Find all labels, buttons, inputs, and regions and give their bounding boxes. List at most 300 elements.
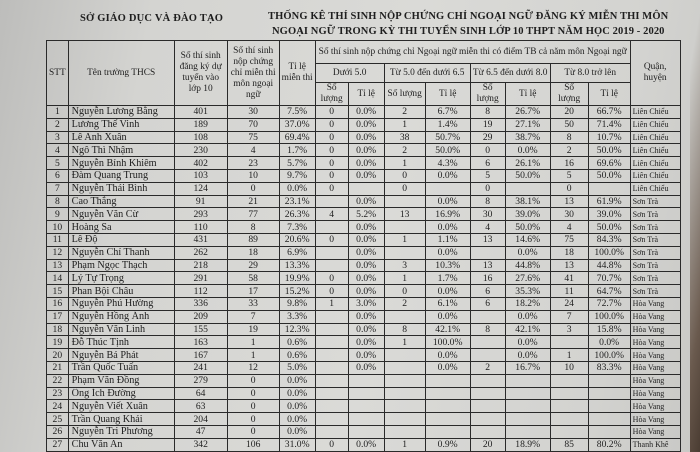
band-count-cell: 8 [470, 195, 505, 208]
band-rate-cell: 44.8% [588, 259, 630, 272]
band-count-cell: 38 [384, 131, 425, 144]
exempt-rate-cell: 15.2% [279, 285, 315, 298]
exempt-rate-cell: 3.3% [279, 310, 315, 323]
registered-cell: 431 [174, 233, 227, 246]
registered-cell: 91 [174, 195, 227, 208]
stt-cell: 8 [47, 195, 69, 208]
band-rate-cell [588, 400, 630, 413]
band-count-cell: 8 [470, 106, 505, 119]
band-count-cell: 75 [550, 233, 588, 246]
band-count-cell [315, 374, 348, 387]
band-count-cell: 2 [550, 144, 588, 157]
band-count-cell: 18 [550, 246, 588, 259]
band-count-cell: 13 [550, 195, 588, 208]
submitted-cell: 33 [227, 297, 279, 310]
band-rate-cell: 50.0% [588, 169, 630, 182]
school-name-cell: Nguyễn Thái Bình [68, 182, 174, 195]
band-count-cell: 20 [470, 438, 505, 451]
band-rate-cell: 83.3% [588, 361, 630, 374]
submitted-cell: 21 [227, 195, 279, 208]
stt-cell: 26 [47, 425, 69, 438]
submitted-cell: 4 [227, 144, 279, 157]
band-count-cell: 16 [470, 272, 505, 285]
band-rate-cell: 42.1% [505, 323, 550, 336]
band-rate-cell: 0.0% [348, 336, 384, 349]
band-count-cell: 1 [550, 349, 588, 362]
band-rate-cell: 0.0% [348, 272, 384, 285]
band-rate-cell: 50.7% [425, 131, 470, 144]
table-row [47, 438, 681, 451]
band-rate-cell [348, 387, 384, 400]
band-rate-cell: 70.7% [588, 272, 630, 285]
band-rate-cell: 66.7% [588, 106, 630, 119]
school-name-cell: Nguyễn Lương Bằng [68, 106, 174, 119]
table-row [47, 131, 681, 144]
band-rate-cell [348, 400, 384, 413]
registered-cell: 342 [174, 438, 227, 451]
band-rate-cell: 0.0% [425, 221, 470, 234]
band-rate-cell [505, 387, 550, 400]
band-rate-cell: 26.1% [505, 157, 550, 170]
band-rate-cell [505, 400, 550, 413]
submitted-cell: 106 [227, 438, 279, 451]
band-rate-cell: 3.0% [348, 297, 384, 310]
band-rate-cell: 100.0% [425, 336, 470, 349]
band-rate-cell: 64.7% [588, 285, 630, 298]
header-registered: Số thí sinh đăng ký dự tuyển vào lớp 10 [174, 41, 227, 106]
band-rate-cell: 26.7% [505, 106, 550, 119]
band-count-cell: 8 [550, 131, 588, 144]
exempt-rate-cell: 26.3% [279, 208, 315, 221]
band-rate-cell: 100.0% [588, 349, 630, 362]
exempt-rate-cell: 0.0% [279, 413, 315, 426]
district-cell: Hòa Vang [630, 374, 680, 387]
school-name-cell: Lý Tự Trọng [68, 272, 174, 285]
stt-cell: 21 [47, 361, 69, 374]
band-count-cell [315, 425, 348, 438]
table-row [47, 361, 681, 374]
school-name-cell: Cao Thắng [68, 195, 174, 208]
registered-cell: 218 [174, 259, 227, 272]
band-count-cell [315, 246, 348, 259]
band-count-cell [550, 400, 588, 413]
header-score-group: Số thí sinh nộp chứng chỉ Ngoại ngữ miễn thi có điểm TB cả năm môn Ngoại ngữ [315, 41, 630, 64]
registered-cell: 167 [174, 349, 227, 362]
stt-cell: 1 [47, 106, 69, 119]
band-count-cell: 1 [384, 233, 425, 246]
district-cell: Liên Chiểu [630, 106, 680, 119]
band-count-cell [384, 387, 425, 400]
band-count-cell [315, 310, 348, 323]
header-count: Số lượng [470, 83, 505, 106]
band-rate-cell: 0.0% [348, 246, 384, 259]
registered-cell: 63 [174, 400, 227, 413]
registered-cell: 336 [174, 297, 227, 310]
band-rate-cell: 0.0% [348, 195, 384, 208]
header-count: Số lượng [384, 83, 425, 106]
table-row [47, 233, 681, 246]
band-rate-cell: 0.0% [425, 169, 470, 182]
band-rate-cell: 0.0% [588, 336, 630, 349]
school-name-cell: Nguyễn Hồng Ánh [68, 310, 174, 323]
band-count-cell: 0 [315, 272, 348, 285]
stt-cell: 5 [47, 157, 69, 170]
header-count: Số lượng [315, 83, 348, 106]
band-rate-cell: 4.3% [425, 157, 470, 170]
header-rate: Tỉ lệ [425, 83, 470, 106]
district-cell: Liên Chiểu [630, 131, 680, 144]
header-rate: Tỉ lệ [348, 83, 384, 106]
band-rate-cell: 0.0% [505, 349, 550, 362]
registered-cell: 64 [174, 387, 227, 400]
school-name-cell: Lương Thế Vinh [68, 118, 174, 131]
band-rate-cell: 0.0% [505, 246, 550, 259]
table-row [47, 221, 681, 234]
band-count-cell: 3 [550, 323, 588, 336]
school-name-cell: Đỗ Thúc Tịnh [68, 336, 174, 349]
school-name-cell: Nguyễn Bỉnh Khiêm [68, 157, 174, 170]
table-row [47, 157, 681, 170]
band-count-cell: 1 [384, 118, 425, 131]
table-row [47, 400, 681, 413]
band-count-cell [384, 310, 425, 323]
registered-cell: 262 [174, 246, 227, 259]
band-rate-cell: 0.0% [505, 310, 550, 323]
band-count-cell [315, 400, 348, 413]
registered-cell: 230 [174, 144, 227, 157]
band-rate-cell: 0.0% [348, 438, 384, 451]
school-name-cell: Nguyễn Văn Linh [68, 323, 174, 336]
submitted-cell: 30 [227, 106, 279, 119]
table-row [47, 182, 681, 195]
district-cell: Sơn Trà [630, 272, 680, 285]
band-count-cell: 6 [470, 297, 505, 310]
band-count-cell [470, 246, 505, 259]
submitted-cell: 89 [227, 233, 279, 246]
registered-cell: 279 [174, 374, 227, 387]
header-count: Số lượng [550, 83, 588, 106]
band-count-cell: 30 [470, 208, 505, 221]
band-rate-cell [588, 387, 630, 400]
exempt-rate-cell: 0.6% [279, 336, 315, 349]
band-rate-cell [425, 374, 470, 387]
table-row [47, 387, 681, 400]
band-count-cell [384, 361, 425, 374]
band-count-cell [470, 336, 505, 349]
band-count-cell: 0 [384, 285, 425, 298]
district-cell: Sơn Trà [630, 285, 680, 298]
submitted-cell: 12 [227, 361, 279, 374]
band-rate-cell: 0.9% [425, 438, 470, 451]
band-count-cell [470, 387, 505, 400]
stt-cell: 27 [47, 438, 69, 451]
band-rate-cell: 5.2% [348, 208, 384, 221]
band-count-cell: 0 [315, 233, 348, 246]
exempt-rate-cell: 37.0% [279, 118, 315, 131]
district-cell: Liên Chiểu [630, 144, 680, 157]
band-rate-cell: 0.0% [348, 118, 384, 131]
band-rate-cell: 27.6% [505, 272, 550, 285]
band-count-cell: 11 [550, 285, 588, 298]
school-name-cell: Lê Độ [68, 233, 174, 246]
table-row [47, 336, 681, 349]
submitted-cell: 29 [227, 259, 279, 272]
submitted-cell: 1 [227, 336, 279, 349]
band-rate-cell [505, 413, 550, 426]
band-count-cell [384, 195, 425, 208]
exempt-rate-cell: 0.6% [279, 349, 315, 362]
band-count-cell: 4 [470, 221, 505, 234]
submitted-cell: 0 [227, 400, 279, 413]
band-count-cell: 0 [315, 182, 348, 195]
band-rate-cell: 6.1% [425, 297, 470, 310]
exempt-rate-cell: 20.6% [279, 233, 315, 246]
department-name: SỞ GIÁO DỤC VÀ ĐÀO TẠO [80, 13, 224, 24]
band-count-cell [315, 387, 348, 400]
band-rate-cell: 39.0% [505, 208, 550, 221]
band-count-cell [470, 400, 505, 413]
stt-cell: 17 [47, 310, 69, 323]
band-count-cell: 19 [470, 118, 505, 131]
submitted-cell: 77 [227, 208, 279, 221]
exempt-rate-cell: 7.3% [279, 221, 315, 234]
band-rate-cell [505, 425, 550, 438]
registered-cell: 108 [174, 131, 227, 144]
district-cell: Hòa Vang [630, 361, 680, 374]
band-count-cell [315, 413, 348, 426]
district-cell: Hòa Vang [630, 297, 680, 310]
band-count-cell [550, 413, 588, 426]
table-row [47, 144, 681, 157]
exempt-rate-cell: 0.0% [279, 387, 315, 400]
submitted-cell: 19 [227, 323, 279, 336]
school-name-cell: Nguyễn Văn Cừ [68, 208, 174, 221]
table-row [47, 259, 681, 272]
district-cell: Thanh Khê [630, 438, 680, 451]
band-rate-cell: 0.0% [348, 106, 384, 119]
band-rate-cell: 71.4% [588, 118, 630, 131]
registered-cell: 402 [174, 157, 227, 170]
school-name-cell: Nguyễn Viết Xuân [68, 400, 174, 413]
stt-cell: 11 [47, 233, 69, 246]
stt-cell: 3 [47, 131, 69, 144]
band-count-cell [315, 221, 348, 234]
band-count-cell: 7 [550, 310, 588, 323]
band-count-cell: 0 [384, 182, 425, 195]
table-row [47, 118, 681, 131]
band-count-cell: 4 [315, 208, 348, 221]
submitted-cell: 7 [227, 310, 279, 323]
band-count-cell [550, 425, 588, 438]
band-rate-cell: 50.0% [505, 169, 550, 182]
band-count-cell [315, 259, 348, 272]
band-rate-cell: 100.0% [588, 246, 630, 259]
stt-cell: 19 [47, 336, 69, 349]
band-rate-cell: 16.9% [425, 208, 470, 221]
registered-cell: 209 [174, 310, 227, 323]
district-cell: Hòa Vang [630, 413, 680, 426]
band-rate-cell: 84.3% [588, 233, 630, 246]
band-rate-cell: 42.1% [425, 323, 470, 336]
band-rate-cell: 61.9% [588, 195, 630, 208]
header-rate: Tỉ lệ [505, 83, 550, 106]
band-count-cell: 41 [550, 272, 588, 285]
band-count-cell: 0 [315, 144, 348, 157]
table-body [47, 106, 681, 452]
exempt-rate-cell: 5.0% [279, 361, 315, 374]
stt-cell: 2 [47, 118, 69, 131]
band-rate-cell: 72.7% [588, 297, 630, 310]
band-rate-cell: 100.0% [588, 310, 630, 323]
band-count-cell: 0 [384, 169, 425, 182]
band-rate-cell: 0.0% [425, 246, 470, 259]
band-rate-cell: 14.6% [505, 233, 550, 246]
band-count-cell [384, 413, 425, 426]
header-district: Quận, huyện [630, 41, 680, 106]
band-count-cell [470, 349, 505, 362]
band-rate-cell [425, 387, 470, 400]
band-count-cell: 6 [470, 285, 505, 298]
band-count-cell: 1 [384, 336, 425, 349]
school-name-cell: Chu Văn An [68, 438, 174, 451]
submitted-cell: 17 [227, 285, 279, 298]
stt-cell: 9 [47, 208, 69, 221]
registered-cell: 204 [174, 413, 227, 426]
stt-cell: 18 [47, 323, 69, 336]
band-count-cell [384, 221, 425, 234]
district-cell: Sơn Trà [630, 259, 680, 272]
table-row [47, 169, 681, 182]
band-count-cell: 24 [550, 297, 588, 310]
registered-cell: 112 [174, 285, 227, 298]
band-count-cell: 0 [470, 182, 505, 195]
band-rate-cell: 0.0% [425, 195, 470, 208]
table-row [47, 425, 681, 438]
registered-cell: 241 [174, 361, 227, 374]
band-count-cell: 1 [384, 438, 425, 451]
band-count-cell: 0 [315, 118, 348, 131]
band-count-cell: 2 [384, 144, 425, 157]
school-name-cell: Phạm Ngọc Thạch [68, 259, 174, 272]
band-count-cell: 4 [550, 221, 588, 234]
exempt-rate-cell: 6.9% [279, 246, 315, 259]
band-count-cell [384, 374, 425, 387]
band-rate-cell: 10.3% [425, 259, 470, 272]
band-rate-cell: 50.0% [588, 221, 630, 234]
table-row [47, 297, 681, 310]
band-count-cell: 0 [315, 157, 348, 170]
exempt-rate-cell: 5.7% [279, 157, 315, 170]
band-count-cell: 5 [470, 169, 505, 182]
district-cell: Hòa Vang [630, 310, 680, 323]
band-rate-cell [348, 374, 384, 387]
table-row [47, 323, 681, 336]
registered-cell: 293 [174, 208, 227, 221]
band-rate-cell: 18.2% [505, 297, 550, 310]
header-rate: Tỉ lệ [588, 83, 630, 106]
stt-cell: 20 [47, 349, 69, 362]
band-rate-cell: 1.4% [425, 118, 470, 131]
submitted-cell: 18 [227, 246, 279, 259]
exempt-rate-cell: 9.7% [279, 169, 315, 182]
district-cell: Hòa Vang [630, 400, 680, 413]
band-rate-cell: 0.0% [505, 336, 550, 349]
table-row [47, 272, 681, 285]
band-rate-cell: 0.0% [348, 169, 384, 182]
submitted-cell: 0 [227, 374, 279, 387]
school-name-cell: Phạm Văn Đồng [68, 374, 174, 387]
district-cell: Hòa Vang [630, 349, 680, 362]
submitted-cell: 0 [227, 425, 279, 438]
registered-cell: 124 [174, 182, 227, 195]
band-rate-cell: 69.6% [588, 157, 630, 170]
band-count-cell: 0 [315, 285, 348, 298]
exempt-rate-cell: 12.3% [279, 323, 315, 336]
stt-cell: 23 [47, 387, 69, 400]
band-count-cell: 13 [470, 233, 505, 246]
band-count-cell [384, 349, 425, 362]
school-name-cell: Lê Anh Xuân [68, 131, 174, 144]
band-count-cell: 8 [470, 323, 505, 336]
district-cell: Liên Chiểu [630, 182, 680, 195]
band-count-cell: 8 [384, 323, 425, 336]
school-name-cell: Nguyễn Phú Hường [68, 297, 174, 310]
district-cell: Liên Chiểu [630, 118, 680, 131]
band-count-cell [470, 374, 505, 387]
band-count-cell: 20 [550, 106, 588, 119]
header-band-5-6.5: Từ 5.0 đến dưới 6.5 [384, 64, 470, 83]
band-rate-cell: 0.0% [425, 349, 470, 362]
band-count-cell [550, 387, 588, 400]
band-rate-cell: 18.9% [505, 438, 550, 451]
stt-cell: 22 [47, 374, 69, 387]
band-rate-cell [425, 182, 470, 195]
band-rate-cell: 80.2% [588, 438, 630, 451]
registered-cell: 189 [174, 118, 227, 131]
stt-cell: 24 [47, 400, 69, 413]
band-count-cell: 0 [315, 106, 348, 119]
table-row [47, 349, 681, 362]
stt-cell: 12 [47, 246, 69, 259]
band-count-cell: 85 [550, 438, 588, 451]
table-row [47, 310, 681, 323]
band-count-cell [384, 425, 425, 438]
band-rate-cell: 38.7% [505, 131, 550, 144]
band-rate-cell: 0.0% [348, 361, 384, 374]
band-rate-cell: 0.0% [348, 349, 384, 362]
district-cell: Liên Chiểu [630, 169, 680, 182]
exempt-rate-cell: 69.4% [279, 131, 315, 144]
table-row [47, 413, 681, 426]
band-rate-cell [425, 400, 470, 413]
band-count-cell: 30 [550, 208, 588, 221]
table-row [47, 208, 681, 221]
registered-cell: 401 [174, 106, 227, 119]
band-rate-cell [505, 182, 550, 195]
exempt-rate-cell: 13.3% [279, 259, 315, 272]
exempt-rate-cell: 1.7% [279, 144, 315, 157]
band-rate-cell [588, 413, 630, 426]
band-count-cell: 50 [550, 118, 588, 131]
school-name-cell: Ngô Thì Nhậm [68, 144, 174, 157]
band-rate-cell: 0.0% [348, 131, 384, 144]
band-rate-cell: 0.0% [425, 361, 470, 374]
band-rate-cell: 0.0% [348, 233, 384, 246]
district-cell: Sơn Trà [630, 221, 680, 234]
band-rate-cell: 35.3% [505, 285, 550, 298]
stt-cell: 13 [47, 259, 69, 272]
band-count-cell: 29 [470, 131, 505, 144]
